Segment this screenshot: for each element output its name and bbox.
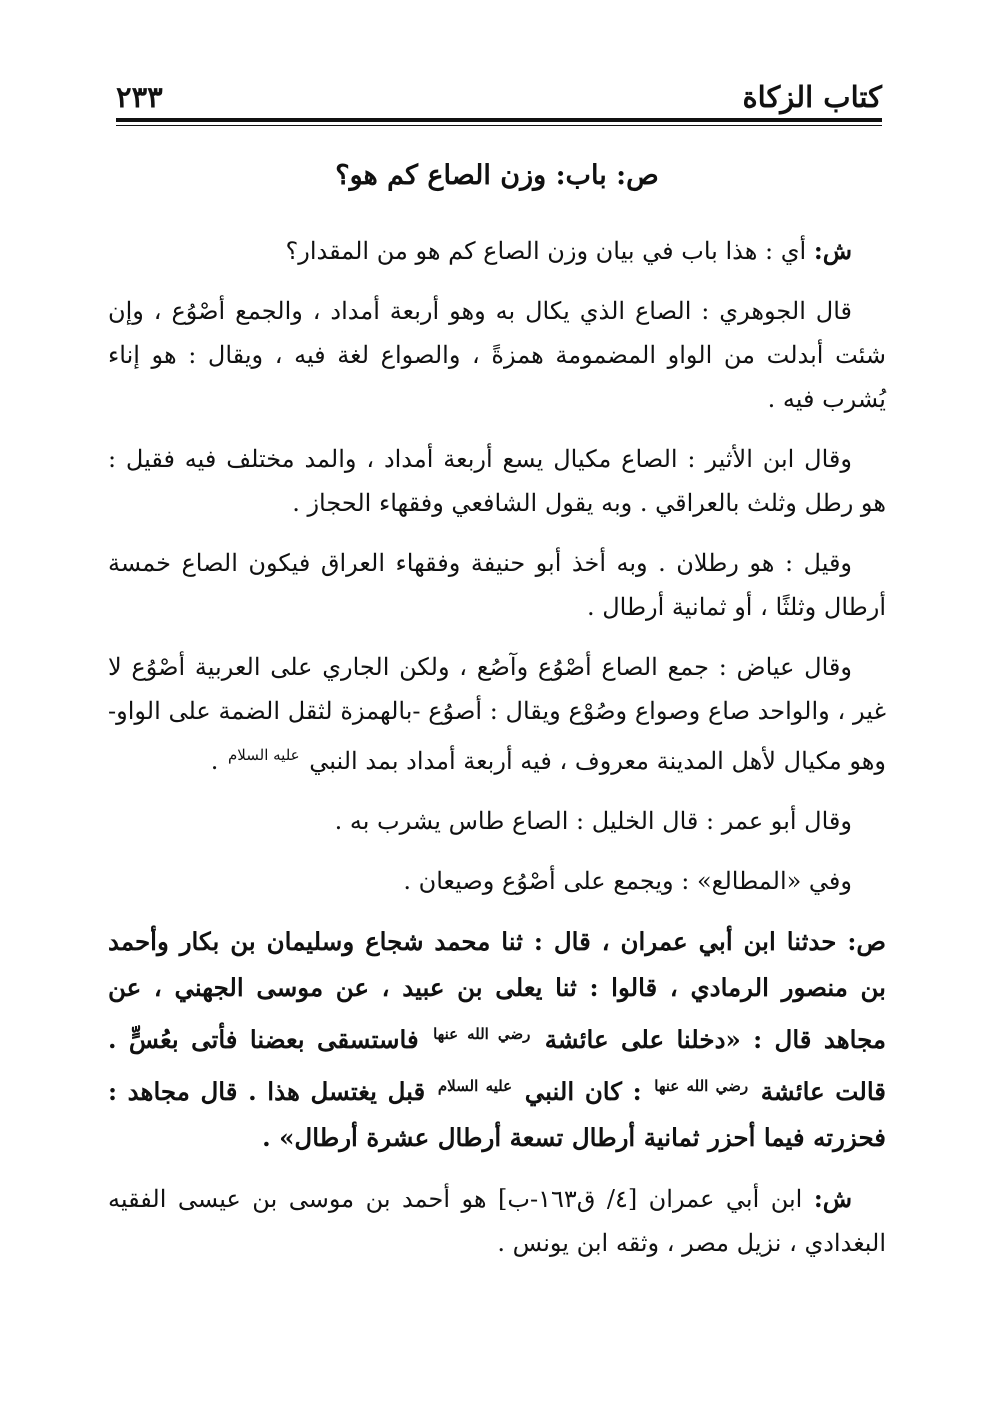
page-body: [108, 160, 886, 1281]
matn-part-2: فاستسقى بعضنا فأتى بعُسٍّ . قالت عائشة: [108, 1025, 886, 1107]
commentary-paragraph: [108, 229, 886, 273]
paragraph-text: أي : هذا باب في بيان وزن الصاع كم هو من المقدار؟: [285, 237, 807, 265]
paragraph-end: .: [210, 747, 219, 775]
matn-part-3: : كان النبي: [524, 1077, 642, 1107]
commentary-paragraph: [108, 1177, 886, 1265]
quote-jawhari: قال الجوهري : الصاع الذي يكال به وهو أربعة أمداد ، والجمع أصْوُع ، وإن شئت أبدلت من الواو المضمومة همزةً ، والصواع لغة فيه ، ويقال : هو إناء يُشرب فيه .: [108, 297, 886, 413]
chapter-heading: ص: باب: وزن الصاع كم هو؟: [335, 160, 659, 191]
paragraph-text: وقال عياض : جمع الصاع أصْوُع وآصُع ، ولكن الجاري على العربية أصْوُع لا غير ، والواحد صاع وصواع وصُوْع ويقال : أصوُع -بالهمزة لثقل الضمة على الواو- وهو مكيال لأهل المدينة معروف ، فيه أربعة أمداد بمد النبي: [108, 653, 886, 775]
matn-part-1: حدثنا ابن أبي عمران ، قال : ثنا محمد شجاع وسليمان بن بكار وأحمد بن منصور الرمادي ، قالوا : ثنا يعلى بن عبيد ، عن موسى الجهني ، عن مجاهد قال : «دخلنا على عائشة: [108, 927, 887, 1055]
quote-abu-umar: وقال أبو عمر : قال الخليل : الصاع طاس يشرب به .: [334, 807, 852, 835]
honorific-glyph: عليه السلام: [437, 1077, 513, 1096]
matn-part-4: قبل يغتسل هذا . قال مجاهد : فحزرته فيما أحزر ثمانية أرطال تسعة أرطال عشرة أرطال» .: [108, 1077, 886, 1153]
page-number: ٢٣٣: [116, 80, 163, 114]
commentary-label: ش:: [813, 1184, 852, 1214]
page-header: [116, 62, 882, 114]
header-rule-thick: [116, 118, 882, 122]
quote-ibn-athir: وقال ابن الأثير : الصاع مكيال يسع أربعة أمداد ، والمد مختلف فيه فقيل : هو رطل وثلث بالعراقي . وبه يقول الشافعي وفقهاء الحجاز .: [108, 445, 886, 517]
paragraph-text: ابن أبي عمران [٤/ ق١٦٣-ب] هو أحمد بن موسى بن عيسى الفقيه البغدادي ، نزيل مصر ، وثقه ابن يونس .: [108, 1185, 886, 1258]
quote-another-view: وقيل : هو رطلان . وبه أخذ أبو حنيفة وفقهاء العراق فيكون الصاع خمسة أرطال وثلثًا ، أو ثمانية أرطال .: [108, 549, 886, 621]
honorific-glyph: رضي الله عنها: [433, 1025, 531, 1043]
quote-matali: وفي «المطالع» : ويجمع على أصْوُع وصيعان .: [403, 867, 852, 895]
hadith-text: [108, 919, 886, 1161]
header-rule-thin: [116, 125, 882, 126]
commentary-label: ش:: [813, 236, 852, 265]
honorific-glyph: رضي الله عنها: [654, 1077, 749, 1096]
quote-iyad: [108, 645, 886, 783]
honorific-glyph: عليه السلام: [228, 746, 300, 764]
running-title: كتاب الزكاة: [742, 80, 882, 114]
matn-label: ص:: [847, 927, 887, 956]
